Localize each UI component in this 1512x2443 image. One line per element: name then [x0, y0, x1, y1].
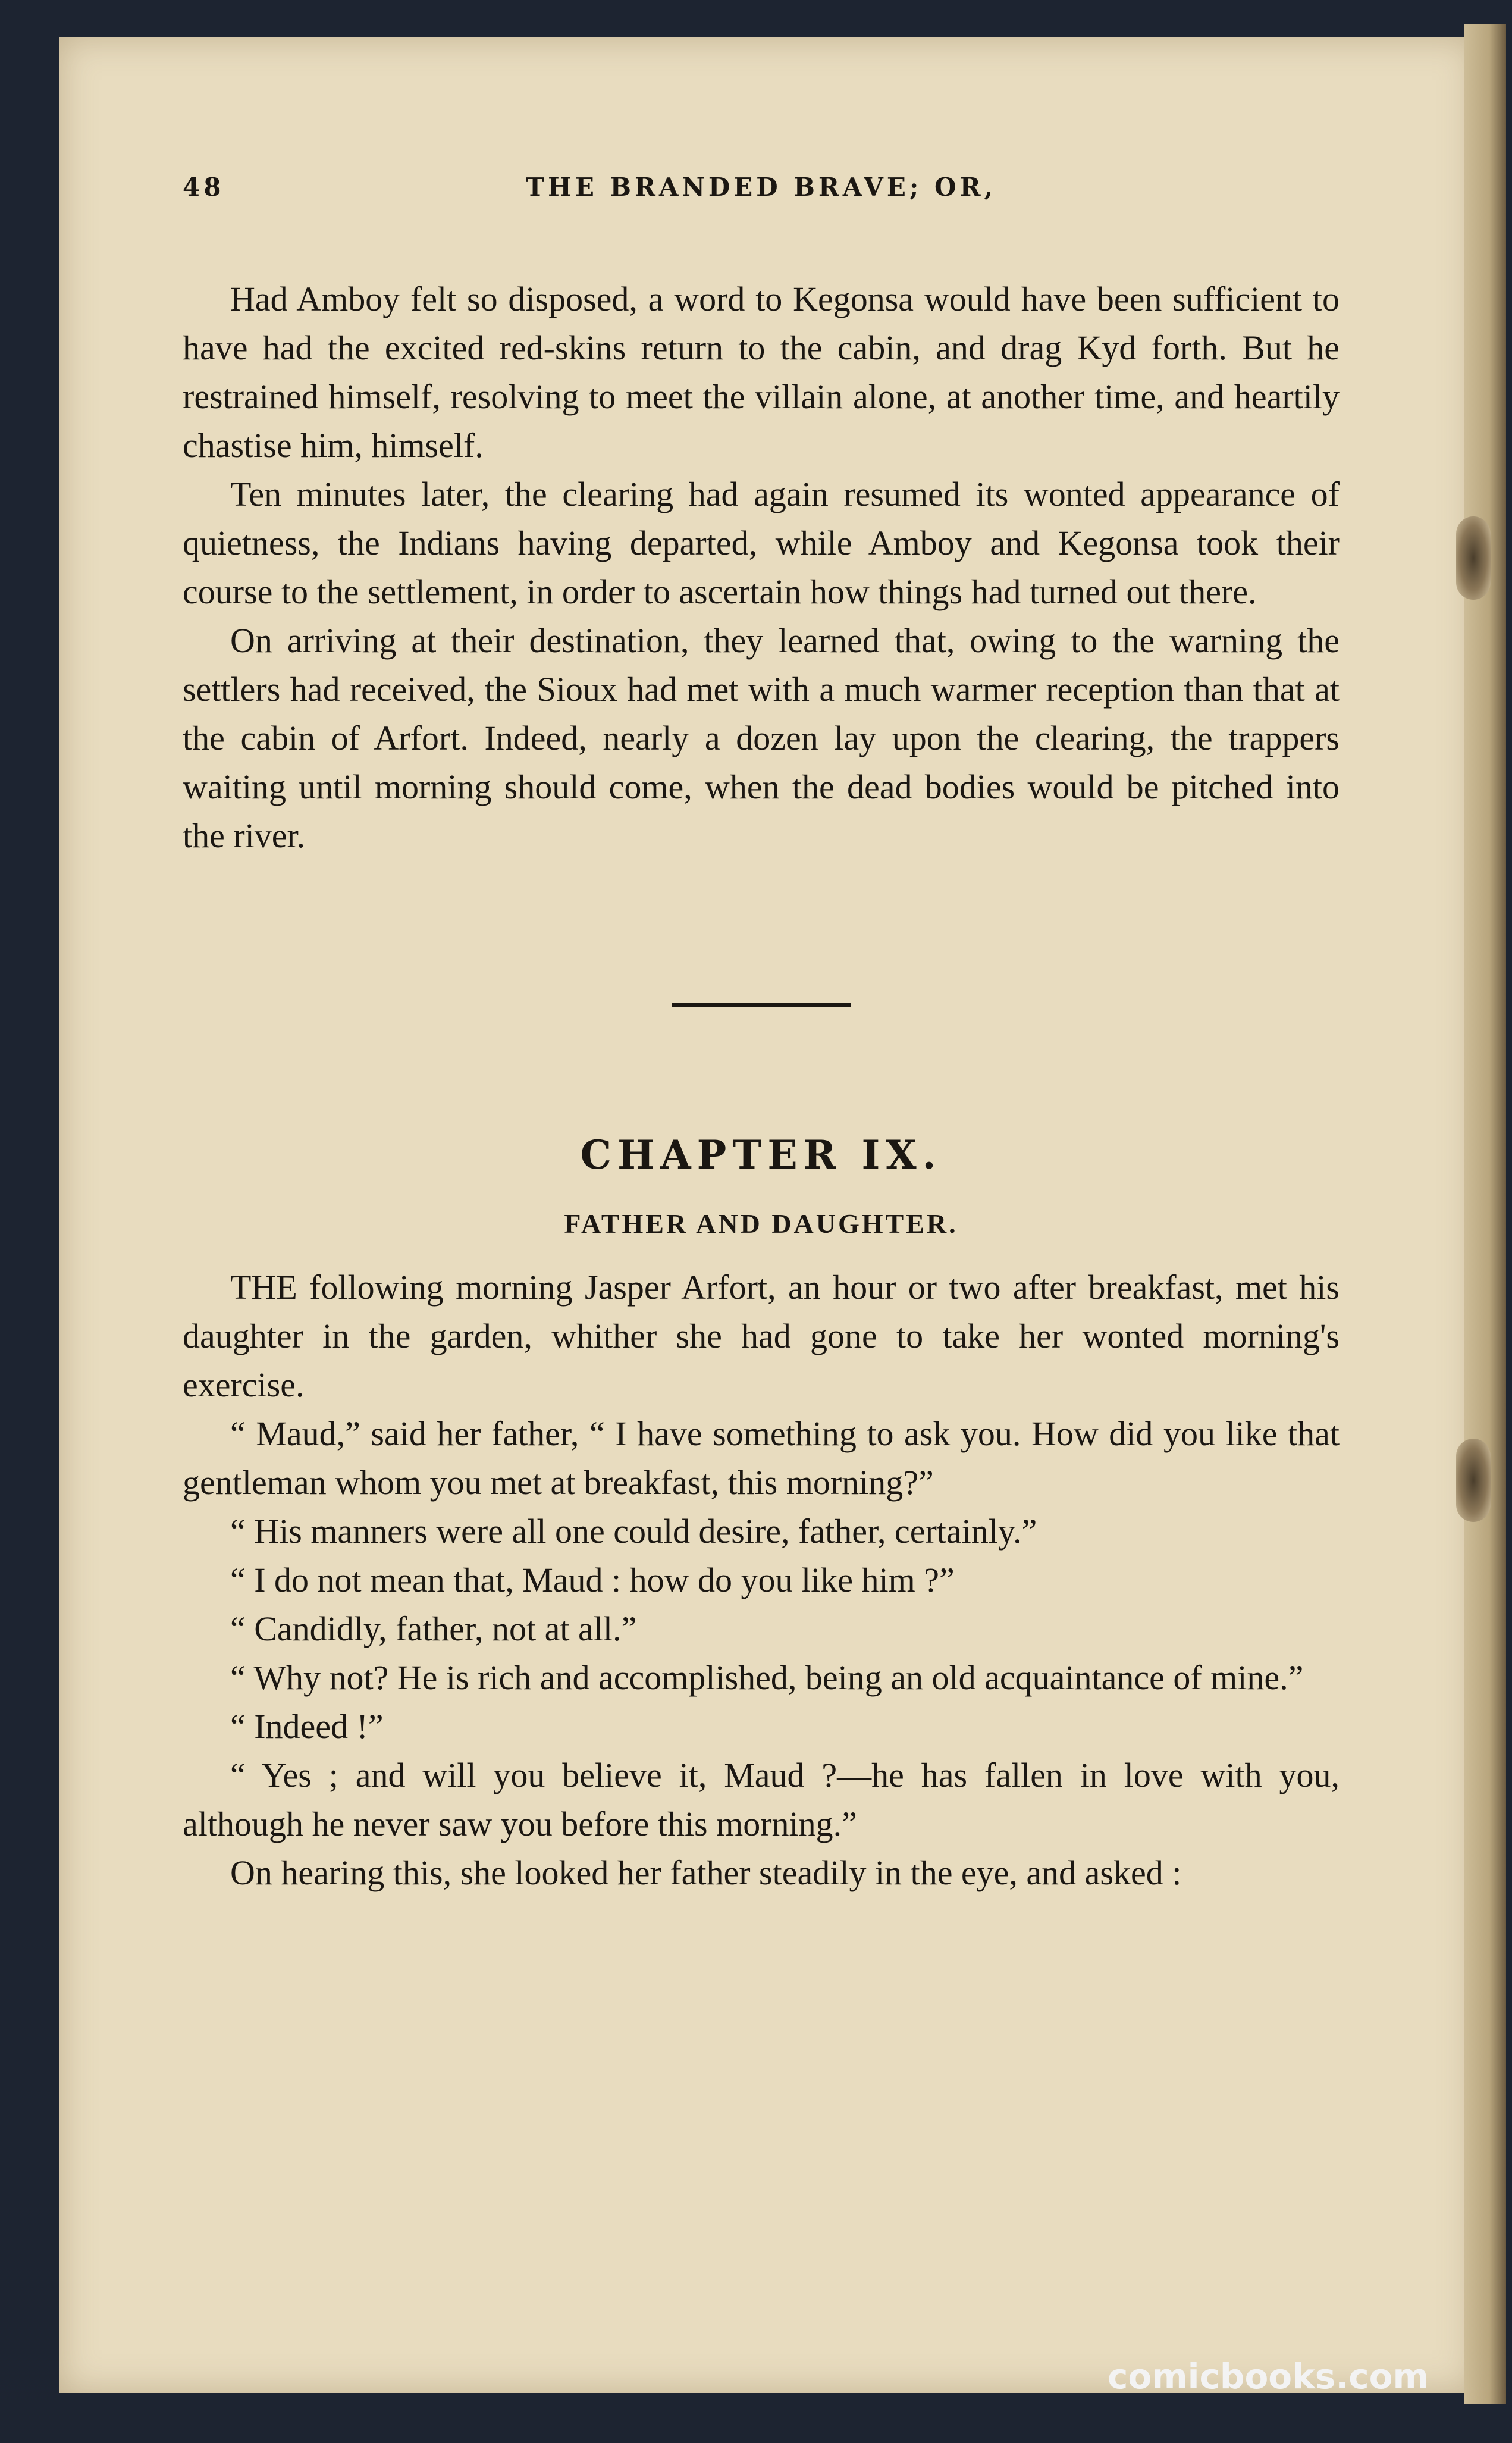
watermark: comicbooks.com — [1108, 2356, 1429, 2397]
paragraph: On hearing this, she looked her father steadily in the eye, and asked : — [230, 1853, 1182, 1892]
paragraph: “ Why not? He is rich and accomplished, being an old acquaintance of mine.” — [230, 1658, 1304, 1697]
binding-hole-top — [1456, 516, 1491, 600]
paragraph: Ten minutes later, the clearing had again resumed its wonted appearance of quietness, the Indians having departed, while Amboy and Kegonsa took their course to the settlement, in order to ascertain how things had turned out there. — [183, 475, 1340, 611]
page-edge — [1464, 24, 1506, 2404]
paragraph: “ Candidly, father, not at all.” — [230, 1609, 637, 1648]
running-title: THE BRANDED BRAVE; OR, — [525, 173, 997, 202]
paragraph: “ Indeed !” — [230, 1707, 384, 1746]
paragraph: “ I do not mean that, Maud : how do you like him ?” — [230, 1561, 955, 1599]
page-content — [183, 173, 1340, 1897]
paragraph: Had Amboy felt so disposed, a word to Kegonsa would have been sufficient to have had the excited red-skins return to the cabin, and drag Kyd forth. But he restrained himself, resolving to meet the villain alone, at another time, and heartily chastise him, himself. — [183, 280, 1340, 465]
binding-hole-bottom — [1456, 1439, 1491, 1522]
paragraph: “ Yes ; and will you believe it, Maud ?—he has fallen in love with you, although he never saw you before this morning.” — [183, 1756, 1340, 1843]
chapter-body — [183, 1263, 1340, 1897]
paragraph: THE following morning Jasper Arfort, an hour or two after breakfast, met his daughter in the garden, whither she had gone to take her wonted morning's exercise. — [183, 1268, 1340, 1404]
chapter-subtitle: FATHER AND DAUGHTER. — [564, 1208, 958, 1239]
paragraph: “ Maud,” said her father, “ I have something to ask you. How did you like that gentleman whom you met at breakfast, this morning?” — [183, 1414, 1340, 1502]
section-divider — [672, 1003, 851, 1007]
paragraph: “ His manners were all one could desire, father, certainly.” — [230, 1512, 1037, 1551]
running-head — [183, 173, 1340, 226]
page-number: 48 — [183, 173, 225, 202]
paragraph: On arriving at their destination, they learned that, owing to the warning the settlers had received, the Sioux had met with a much warmer reception than that at the cabin of Arfort. Indeed, nearly a dozen lay upon the clearing, the trappers waiting until morning should come, when the dead bodies would be pitched into the river. — [183, 621, 1340, 855]
chapter-title: CHAPTER IX. — [580, 1132, 942, 1178]
